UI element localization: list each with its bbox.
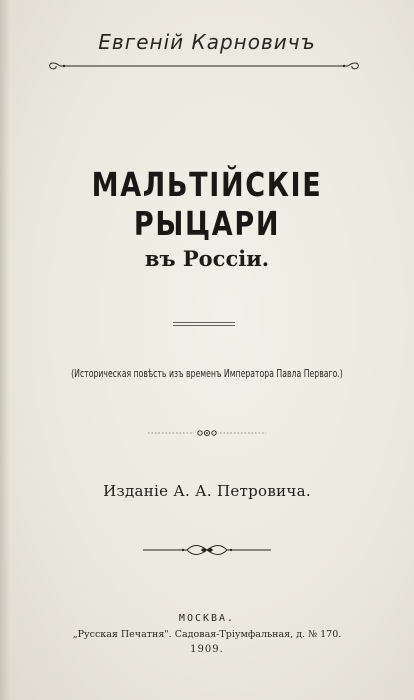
book-subtitle: въ Россіи.	[144, 246, 270, 271]
publisher-line: Изданіе А. А. Петровича.	[103, 482, 311, 500]
short-double-rule	[173, 321, 235, 327]
dotted-knot-ornament	[148, 428, 266, 438]
book-title: МАЛЬТІЙСКІЕ РЫЦАРИ	[91, 165, 323, 243]
author-name: Евгеній Карновичъ	[98, 30, 316, 54]
book-description: (Историческая повѣсть изъ временъ Императора Павла Перваго.)	[71, 368, 343, 380]
imprint-press: „Русская Печатня". Садовая-Тріумфальная, д. № 170.	[72, 629, 342, 640]
author-underline-flourish	[46, 60, 362, 72]
imprint-year: 1909.	[190, 644, 224, 655]
imprint-city: МОСКВА.	[178, 613, 236, 624]
floral-rule-ornament	[143, 544, 271, 556]
